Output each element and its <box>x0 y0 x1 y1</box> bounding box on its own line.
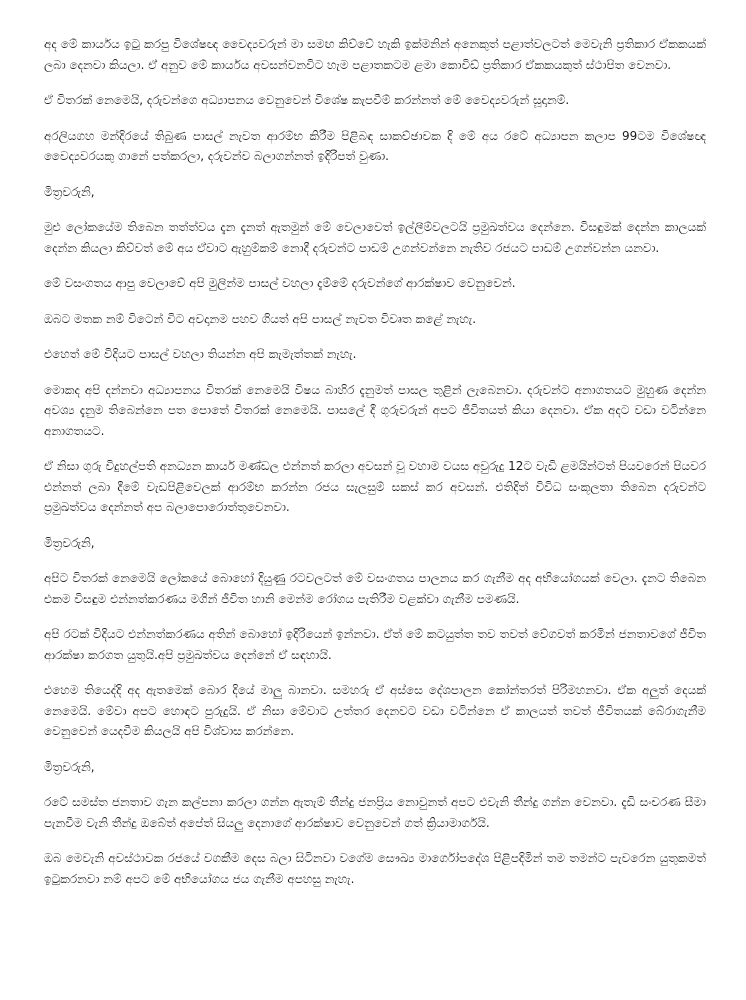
paragraph-world-situation: මුළු ලෝකයේම තිබෙන තත්ත්වය දැන දැනත් ඇතමුන් මේ වෙලාවෙත් ඉල්ලීම්වලටයි ප්‍රමුඛත්වය දෙන්නෙ. විසඳුමක් දෙන්න කාලයක් දෙන්න කියලා කිව්වත් මේ අය ඒවාට ඇහුම්කම් නොදී දරුවන්ට පාඩම් උගන්වන්නෙ නැතිව රජයට පාඩම් උගන්වන්න යනවා. <box>44 220 706 255</box>
paragraph-remember: ඔබට මතක නම් විටෙන් විට අවදානම පහව ගියත් අපි පාසල් නැවත විවෘත කළේ නැහැ. <box>44 311 477 326</box>
salutation: මිත්‍රවරුනි, <box>44 759 95 774</box>
salutation: මිත්‍රවරුනි, <box>44 535 95 550</box>
document-body <box>44 34 706 904</box>
paragraph-vaccination-plan: ඒ නිසා ගුරු විදුහල්පති අනධ්‍යන කාර්ය මණ්ඩල එන්නත් කරලා අවසන් වූ වහාම වයස අවුරුදු 12ට වැඩි ළමයින්ටත් පියවරෙන් පියවර එන්නත් ලබා දීමේ වැඩපිළිවෙලක් ආරම්භ කරන්න රජය සැලසුම් සකස් කර අවසන්. එතිදිත් විවිධ සංකූලතා තිබෙන දරුවන්ට ප්‍රමුඛත්වය දෙන්නත් අප බලාපොරොත්තුවෙනවා. <box>44 459 706 514</box>
paragraph-why-school: මොකද අපි දන්නවා අධ්‍යාපනය විතරක් නෙමෙයි විෂය බාහිර දැනුමත් පාසල තුළින් ලැබෙනවා. දරුවන්ට අනාගතයට මුහුණ දෙන්න අවශ්‍ය දැනුම තිබෙන්නෙ පත පොතේ විතරක් නෙමෙයි. පාසලේ දී ගුරුවරුන් අපට ජීවිතයත් කියා දෙනවා. ඒක අදට වඩා වටින්නෙ අනාගතයට. <box>44 382 706 438</box>
paragraph-not-willing: එහෙත් මේ විදියට පාසල් වහලා තියන්න අපි කැමැත්තක් නැහැ. <box>44 347 357 361</box>
paragraph-closing: ඔබ මෙවැනි අවස්ථාවක රජයේ වගකීම දෙස බලා සිටිනවා වගේම සෞඛ්‍ය මාර්ගෝපදේශ පිළිපදිමින් තම තමන්ට පැවරෙන යුතුකමත් ඉටුකරනවා නම් අපට මේ අභියෝගය ජය ගැනීම අපහසු නැහැ. <box>44 851 706 886</box>
paragraph-politics: එහෙම තියෙද්දි අද ඇතමෙක් බොර දියේ මාලු බානවා. සමහරු ඒ අස්සෙ දේශපාලන කෝන්තරත් පිරිමහනවා. ඒක අලුත් දෙයක් නෙමෙයි. මේවා අපට හොඳට පුරුදුයි. ඒ නිසා මේවාට උත්තර දෙනවට වඩා වටින්නෙ ඒ කාලයත් තවත් ජීවිතයක් බේරාගැනීම වෙනුවෙන් යෙදවීම කියලයි අපි විශ්වාස කරන්නෙ. <box>44 683 706 738</box>
paragraph-temple-trees: අරලියගහ මන්දිරයේ තිබුණ පාසල් නැවත ආරම්භ කිරීම පිළිබඳ සාකච්ඡාවක දි මේ අය රටේ අධ්‍යාපන කලාප 99ටම විශේෂඥ වෛද්‍යවරයකු ගානේ පත්කරලා, දරුවන්ව බලාගන්නත් ඉදිරිපත් වුණා. <box>44 128 706 163</box>
paragraph-global-challenge: අපිට විතරක් නෙමෙයි ලෝකයේ බොහෝ දියුණු රටවලටත් මේ වසංගතය පාලනය කර ගැනීම අද අභියෝගයක් වෙලා. දැනට තිබෙන එකම විසඳුම එන්නත්කරණය මගින් ජීවිත හානි මෙන්ම රෝගය පැතිරීම වළක්වා ගැනීම පමණයි. <box>44 571 706 606</box>
paragraph-decisions: රටේ සමස්ත ජනතාව ගැන කල්පනා කරලා ගන්න ඇතැම් තීන්දු ජනප්‍රිය නොවුනත් අපට එවැනි තීන්දු ගන්න වෙනවා. දැඩි සංචරණ සීමා පැනවීම වැනි තීන්දු ඔබේත් අපේත් සියලු දෙනාගේ ආරක්ෂාව වෙනුවෙන් ගත් ක්‍රියාමාර්ගයි. <box>44 795 706 830</box>
salutation: මිත්‍රවරුනි, <box>44 184 95 199</box>
paragraph-country-ahead: අපි රටක් විදියට එන්නත්කරණය අතින් බොහෝ ඉදිරියෙන් ඉන්නවා. ඒත් මේ කටයුත්ත තව තවත් වේගවත් කරමින් ජනතාවගේ ජීවිත ආරක්ෂා කරගත යුතුයි.අපි ප්‍රමුඛත්වය දෙන්නේ ඒ සඳහායි. <box>44 627 706 662</box>
paragraph-education: ඒ විතරක් නෙමෙයි, දරුවන්ගෙ අධ්‍යාපනය වෙනුවෙන් විශේෂ කැපවීම් කරන්නත් මේ වෛද්‍යවරුන් සූදානම්. <box>44 93 570 107</box>
paragraph-schools-closed: මේ වසංගතය ආපු වෙලාවේ අපි මුලින්ම පාසල් වහලා දැම්මේ දරුවන්ගේ ආරක්ෂාව වෙනුවෙන්. <box>44 276 516 290</box>
paragraph-intro: අද මේ කාර්යය ඉටු කරපු විශේෂඥ වෛද්‍යවරුන් මා සමඟ කිව්වේ හැකි ඉක්මනින් අනෙකුත් පළාත්වලටත් මෙවැනි ප්‍රතිකාර ඒකකයක් ලබා දෙනවා කියලා. ඒ අනුව මේ කාර්යය අවසන්වනවිට හැම පළාතකටම ළමා කොවිඩ් ප්‍රතිකාර ඒකකයකුත් ස්ථාපිත වෙනවා. <box>44 37 706 72</box>
